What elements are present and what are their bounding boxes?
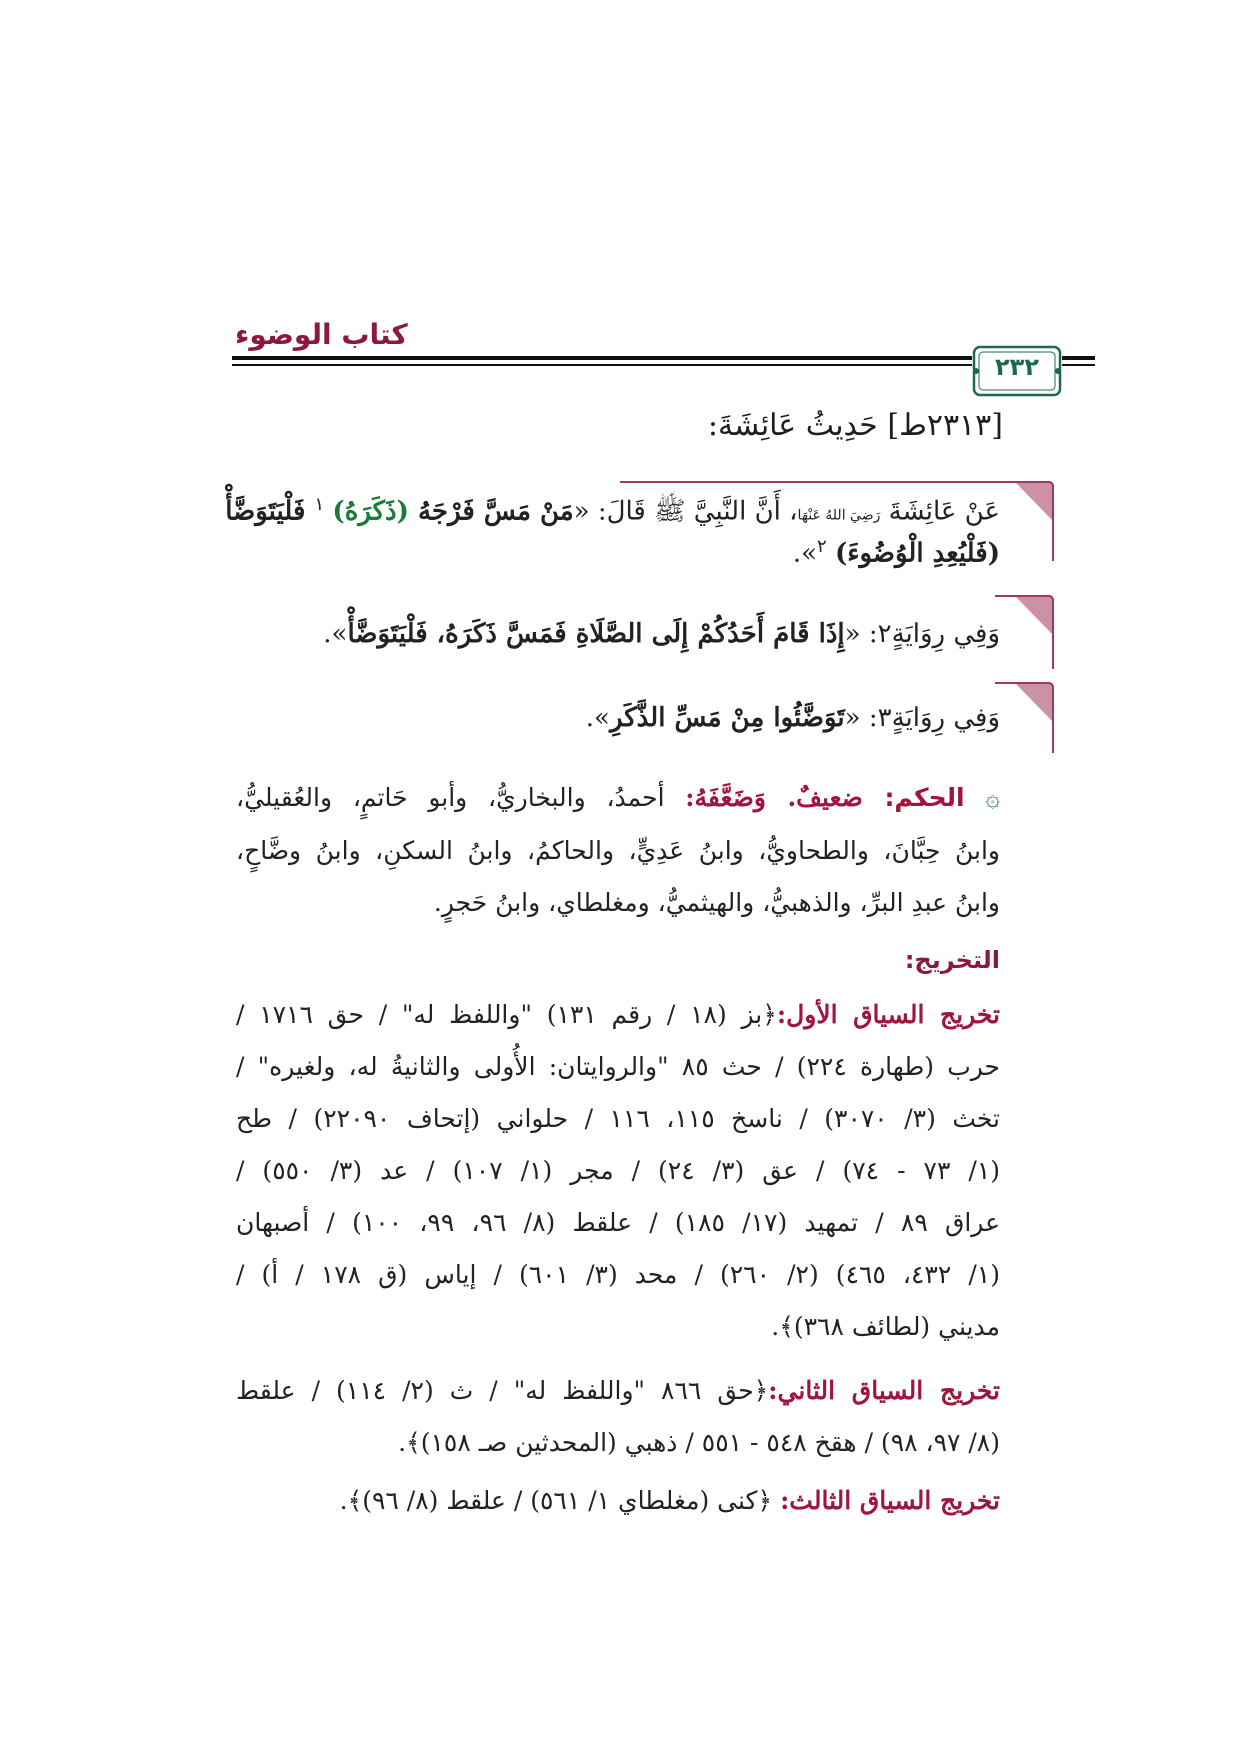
honorific-glyph: رَضِيَ اللهُ عَنْهَا <box>797 507 881 524</box>
hadith-matn: مَنْ مَسَّ فَرْجَهُ <box>417 496 574 527</box>
takhrij-heading: التخريج: <box>904 946 1000 974</box>
header-rule-thin <box>232 364 1002 366</box>
footnote-ref: ٢ <box>817 536 827 557</box>
hadith-matn: (فَلْيُعِدِ الْوُضُوءَ) <box>834 538 1000 569</box>
hadith-matn: تَوَضَّئُوا مِنْ مَسِّ الذَّكَرِ <box>609 703 845 733</box>
takhrij-1-line-1 <box>236 1000 1000 1029</box>
footnote-ref: ١ <box>314 494 325 515</box>
corner-ornament-icon <box>995 481 1055 563</box>
takhrij-1-line-5: عراق ٨٩ / تمهيد (١٧/ ١٨٥) / علقط (٨/ ٩٦، ٩٩، ١٠٠) / أصبهان <box>236 1208 1001 1237</box>
ruling-verdict: ضعيفٌ. وَضَعَّفَهُ: <box>685 783 885 812</box>
corner-ornament-icon <box>995 595 1055 670</box>
hadith-text: ، أَنَّ النَّبِيَّ <box>685 496 798 527</box>
ruling-line-1 <box>236 783 1000 812</box>
takhrij-1-line-2: حرب (طهارة ٢٢٤) / حث ٨٥ "والروايتان: الأُولى والثانيةُ له، ولغيره" / <box>236 1052 1000 1081</box>
hadith-variant: (ذَكَرَهُ) <box>332 496 418 527</box>
ruling-line-3: وابنُ عبدِ البرِّ، والذهبيُّ، والهيثميُّ، ومغلطاي، وابنُ حَجرٍ. <box>433 888 1000 917</box>
takhrij-2-line-1 <box>236 1376 1000 1405</box>
hadith-top-line <box>620 481 995 483</box>
takhrij-text: ﴿بز (١٨ / رقم ١٣١) "واللفظ له" / حق ١٧١٦ / <box>236 1000 777 1029</box>
ruling-text: أحمدُ، والبخاريُّ، وأبو حَاتمٍ، والعُقيليُّ، <box>236 783 686 812</box>
hadith-line-2 <box>793 536 1000 569</box>
page-number: ٢٣٢ <box>995 353 1039 381</box>
hadith-text: قَالَ: « <box>573 496 655 527</box>
ruling-label: الحكم: <box>884 783 965 812</box>
takhrij-1-line-6: (١/ ٤٣٢، ٤٦٥) (٢/ ٢٦٠) / محد (٣/ ٦٠١) / إياس (ق ١٧٨ / أ) / <box>236 1260 1000 1289</box>
riwaya-2 <box>323 619 1000 649</box>
hadith-text: ». <box>323 619 348 649</box>
hadith-matn: إِذَا قَامَ أَحَدُكُمْ إِلَى الصَّلَاةِ فَمَسَّ ذَكَرَهُ، فَلْيَتَوَضَّأْ <box>347 619 845 649</box>
takhrij-1-line-7: مديني (لطائف ٣٦٨)﴾. <box>771 1312 1000 1341</box>
takhrij-label: تخريج السياق الثالث: <box>780 1486 1000 1515</box>
ruling-line-2: وابنُ حِبَّانَ، والطحاويُّ، وابنُ عَدِيٍّ، والحاكمُ، وابنُ السكنِ، وابنُ وضَّاحٍ، <box>236 836 1000 865</box>
running-head: كتاب الوضوء <box>235 318 408 351</box>
hadith-text: ». <box>792 538 818 569</box>
takhrij-1-line-4: (١/ ٧٣ - ٧٤) / عق (٣/ ٢٤) / مجر (١/ ١٠٧) / عد (٣/ ٥٥٠) / <box>236 1156 1001 1185</box>
header-rule-thick <box>232 356 1002 360</box>
riwaya-label: وَفِي رِوَايَةٍ٣: « <box>844 703 1000 733</box>
salutation-glyph: ﷺ <box>654 496 686 527</box>
hadith-text: عَنْ عَائِشَةَ <box>880 496 1000 527</box>
riwaya-label: وَفِي رِوَايَةٍ٢: « <box>844 619 1000 649</box>
hadith-matn: فَلْيَتَوَضَّأْ <box>225 496 315 527</box>
page-number-badge <box>972 345 1062 397</box>
riwaya-3 <box>586 703 1000 733</box>
takhrij-text: ﴿كنى (مغلطاي ١/ ٥٦١) / علقط (٨/ ٩٦)﴾. <box>339 1486 781 1515</box>
corner-ornament-icon <box>995 682 1055 754</box>
ruling-symbol-icon: ۞ <box>985 783 1000 812</box>
takhrij-3-line-1 <box>236 1486 1000 1515</box>
takhrij-label: تخريج السياق الأول: <box>776 1000 1000 1029</box>
takhrij-text: ﴿حق ٨٦٦ "واللفظ له" / ث (٢/ ١١٤) / علقط <box>236 1376 769 1405</box>
takhrij-label: تخريج السياق الثاني: <box>768 1376 1000 1405</box>
hadith-line-1 <box>225 494 1000 533</box>
hadith-heading: [٢٣١٣ط] حَدِيثُ عَائِشَةَ: <box>707 408 1003 443</box>
takhrij-1-line-3: تخث (٣/ ٣٠٧٠) / ناسخ ١١٥، ١١٦ / حلواني (إتحاف ٢٢٠٩٠) / طح <box>236 1104 1000 1133</box>
takhrij-2-line-2: (٨/ ٩٧، ٩٨) / هقخ ٥٤٨ - ٥٥١ / ذهبي (المحدثين صـ ١٥٨)﴾. <box>398 1428 1000 1457</box>
hadith-text: ». <box>585 703 610 733</box>
